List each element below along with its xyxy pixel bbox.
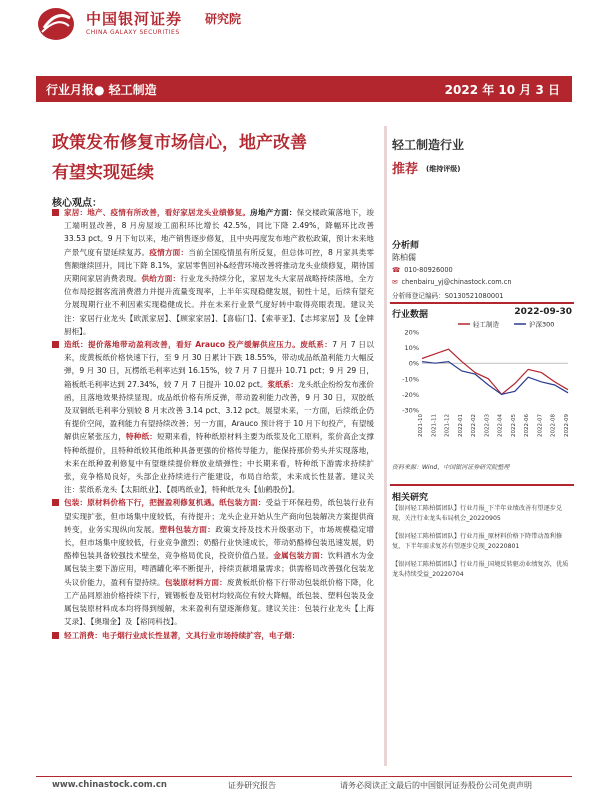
email-link[interactable]: chenbairu_yj@chinastock.com.cn — [401, 278, 512, 286]
x-tick-label: 2022-07 — [537, 414, 544, 437]
para-text: 行业龙头持续分化，家居龙头大家居战略持续落地，全方位布局挖掘客流消费潜力并提升流量变现率，上半年实现稳健发展，韧性十足，后续有望充分展现期行业不利因素实现稳健成长。并在未来行业景气度好转中取得亮眼表现。建议关注：家居行业龙头【欧派家居】、【顾家家居】、【喜临门】、【索菲亚】、【志邦家居】及【金牌厨柜】。 — [64, 274, 375, 336]
x-tick-label: 2022-05 — [510, 414, 517, 437]
footer-divider — [36, 776, 572, 777]
para-text: 7 月 7 日以来，废黄板纸价格快速下行，至 9 月 30 日累计下跌 18.55%，带动成品纸盈利能力大幅反弹，9 月 30 日，瓦楞纸毛利率达到 16.15%，较 7 月 7 日提升 10.71 pct；9 月 29 日，箱板纸毛利率达到 27.34%，较 7 月 7 日提升 10.02 pct。 — [64, 340, 375, 389]
para-heading: 包装：原材料价格下行，把握盈利修复机遇。 — [64, 498, 220, 508]
legend-label: 沪深300 — [529, 320, 555, 329]
para-subheading: 金属包装方面： — [273, 551, 328, 561]
report-body — [52, 206, 374, 642]
analyst-name: 陈柏儒 — [392, 253, 416, 262]
x-tick-label: 2022-03 — [484, 414, 491, 437]
brand-name: 中国银河证券 — [86, 10, 183, 28]
para-text: 短期来看，特种纸原材料主要为纸浆及化工原料，浆价高企支撑特种纸提价，且特种纸较其他纸种具备更强的价格传导能力，能保持那价势头并实现落地，未来在纸种盈利修复中有望继续提价释放业绩弹性；中长期来看，特种纸下游需求持续扩张，竞争格局良好，头部企业持续进行产能建设，布局自给浆，未来成长性显著。建议关注：浆纸系龙头【太阳纸业】、【晨鸣纸业】，特种纸龙头【仙鹤股份】。 — [64, 432, 374, 495]
core-points-label: 核心观点： — [52, 198, 102, 209]
x-tick-label: 2021-12 — [444, 414, 451, 437]
industry-data-title: 行业数据 — [392, 310, 429, 320]
x-tick-label: 2022-04 — [497, 414, 504, 437]
report-ribbon — [36, 76, 572, 102]
paragraph-consumer — [52, 629, 374, 642]
x-tick-label: 2022-01 — [457, 414, 464, 437]
para-heading: 家居：地产、疫情有所改善，看好家居龙头业绩修复。 — [64, 208, 251, 217]
bullet-icon — [52, 209, 59, 216]
series-line-0 — [422, 349, 568, 394]
phone-value: 010-80926000 — [404, 266, 453, 274]
x-tick-label: 2021-10 — [418, 414, 424, 437]
bullet-icon — [52, 499, 59, 506]
email-icon: ✉ — [392, 278, 398, 286]
para-heading: 轻工消费：电子烟行业成长性显著，文具行业市场持续扩容，电子烟： — [64, 630, 300, 640]
industry-performance-chart — [392, 318, 574, 458]
related-item[interactable]: 【银河轻工陈柏儒团队】行业月报_国境反转驱动业绩复苏，优质龙头持续受益_20220704 — [392, 561, 569, 578]
galaxy-logo-icon — [36, 6, 76, 42]
footer-disclaimer: 请务必阅读正文最后的中国银河证券股份公司免责声明 — [340, 781, 532, 790]
para-text: 龙头纸企纷纷发布涨价函，且落地效果持续显现。成品纸价格有所反弹，带动盈利能力改善，9 月 30 日，双胶纸及双铜纸毛利率分别较 8 月末改善 3.14 pct、3.12 pct。展望未来，一方面，后续纸企仍有提价空间，盈利能力有望持续改善；另一方面，Arauco 预计将于 10 月下旬投产，有望缓解供应紧张压力， — [64, 379, 375, 442]
rating-sub: (维持评级) — [426, 165, 461, 173]
series-line-1 — [422, 362, 568, 395]
y-tick-label: -30% — [402, 406, 419, 415]
paragraph-home — [52, 206, 374, 338]
related-item[interactable]: 【银河轻工陈柏儒团队】行业月报_下半年业绩改善有望逐步兑现，关注行业龙头布局机会_20220905 — [392, 505, 563, 522]
para-subheading: 包装原材料方面： — [164, 577, 227, 587]
para-text: 当前全国疫情虽有所反复，但总体可控，8 月家具类零售额继续回升，同比下降 8.1%，家居零售回补&经营环境改善将推动龙头业绩修复，期待国庆期间家居消费表现。 — [64, 247, 375, 284]
y-tick-label: -20% — [402, 390, 419, 399]
page-header — [0, 0, 600, 50]
title-line-2: 有望实现延续 — [52, 163, 154, 183]
sidebar-divider — [384, 126, 387, 766]
para-subheading: 废纸系： — [300, 340, 333, 350]
para-text: 废黄板纸价格下行带动包装纸价格下降，化工产品同原油价格持续下行，镀锡板卷及铝材均较高位有较大降幅，纸包装、塑料包装及金属包装原材料成本均将得到缓解，未来盈利有望逐渐修复。建议关注：包装行业龙头【上海艾录】、【奥瑞金】及【裕同科技】。 — [64, 577, 375, 627]
x-tick-label: 2021-11 — [431, 414, 438, 437]
x-tick-label: 2022-09 — [564, 414, 570, 437]
rating-label: 推荐 — [392, 162, 419, 177]
para-subheading: 塑料包装方面： — [159, 524, 216, 534]
legend-label: 轻工制造 — [473, 320, 499, 329]
bullet-icon — [52, 341, 59, 348]
y-tick-label: -10% — [402, 375, 419, 384]
para-subheading: 供给方面： — [141, 274, 181, 284]
x-tick-label: 2022-02 — [471, 414, 478, 437]
analyst-email[interactable] — [392, 278, 512, 286]
industry-data-date: 2022-09-30 — [514, 307, 572, 317]
report-date: 2022 年 10 月 3 日 — [444, 83, 560, 97]
related-item[interactable]: 【银河轻工陈柏儒团队】行业月报_原材料价格下降带动盈利修复，下半年需求复苏有望逐步兑现_20220801 — [392, 533, 563, 550]
para-subheading: 疫情方面： — [149, 247, 189, 257]
title-line-1: 政策发布修复市场信心，地产改善 — [52, 133, 307, 153]
brand-name-en: CHINA GALAXY SECURITIES — [86, 29, 180, 36]
sector-name: 轻工制造行业 — [392, 138, 465, 152]
para-text: 饮料酒水为金属包装主要下游应用，啤酒罐化率不断提升，持续贡献增量需求；供需格局改善强化包装龙头议价能力，盈利有望持续。 — [64, 551, 375, 587]
para-subheading: 特种纸： — [126, 432, 158, 442]
para-text: 受益于环保趋势，纸包装行业有望实现扩张，但市场集中度较低，有待提升；龙头企业开始从生产商向包装解决方案提供商转变，业务实现纵向发展。 — [64, 498, 375, 534]
para-heading: 造纸：提价落地带动盈利改善，看好 Arauco 投产缓解供应压力。 — [64, 340, 301, 350]
analyst-heading: 分析师 — [392, 241, 420, 251]
chart-source: 资料来源：Wind，中国银河证券研究院整理 — [392, 464, 510, 471]
para-text: 政策支持及技术升级驱动下，市场规模稳定增长，但市场集中度较低，行业竞争激烈；奶酪行业快速成长，带动奶酪棒包装迅速发展，奶酪棒包装具备较强技术壁垒，竞争格局优良，投资价值凸显。 — [64, 524, 375, 561]
para-text: 保交楼政策落地下，竣工端明显改善，8 月房屋竣工面积环比增长 42.5%，同比下降 2.49%，降幅环比改善 33.53 pct。9 月下旬以来，地产销售逐步修复，且中央再度发布地产救松政策，预计未来地产景气度有望延续复苏。 — [64, 208, 375, 257]
analyst-cert: 分析师登记编码：S0130521080001 — [392, 292, 504, 300]
para-subheading: 纸包装方面： — [219, 498, 266, 508]
related-research-list — [392, 504, 574, 588]
para-subheading: 房地产方面： — [250, 208, 297, 217]
institute-label: 研究院 — [205, 12, 242, 26]
footer-url[interactable]: www.chinastock.com.cn — [52, 780, 167, 790]
report-type: 行业月报● 轻工制造 — [46, 83, 157, 97]
phone-icon: ☎ — [392, 266, 401, 274]
related-research-title: 相关研究 — [392, 493, 429, 503]
para-subheading: 浆纸系： — [267, 379, 298, 389]
related-research-header — [390, 484, 574, 502]
y-tick-label: 10% — [404, 344, 419, 353]
footer-label: 证券研究报告 — [228, 781, 276, 790]
y-tick-label: 20% — [404, 328, 419, 337]
bullet-icon — [52, 632, 59, 639]
paragraph-packaging — [52, 496, 374, 628]
x-tick-label: 2022-08 — [550, 414, 557, 437]
y-tick-label: 0% — [408, 359, 419, 368]
paragraph-paper — [52, 338, 374, 496]
analyst-phone — [392, 266, 453, 274]
x-tick-label: 2022-06 — [524, 414, 531, 437]
page-title — [52, 128, 362, 188]
